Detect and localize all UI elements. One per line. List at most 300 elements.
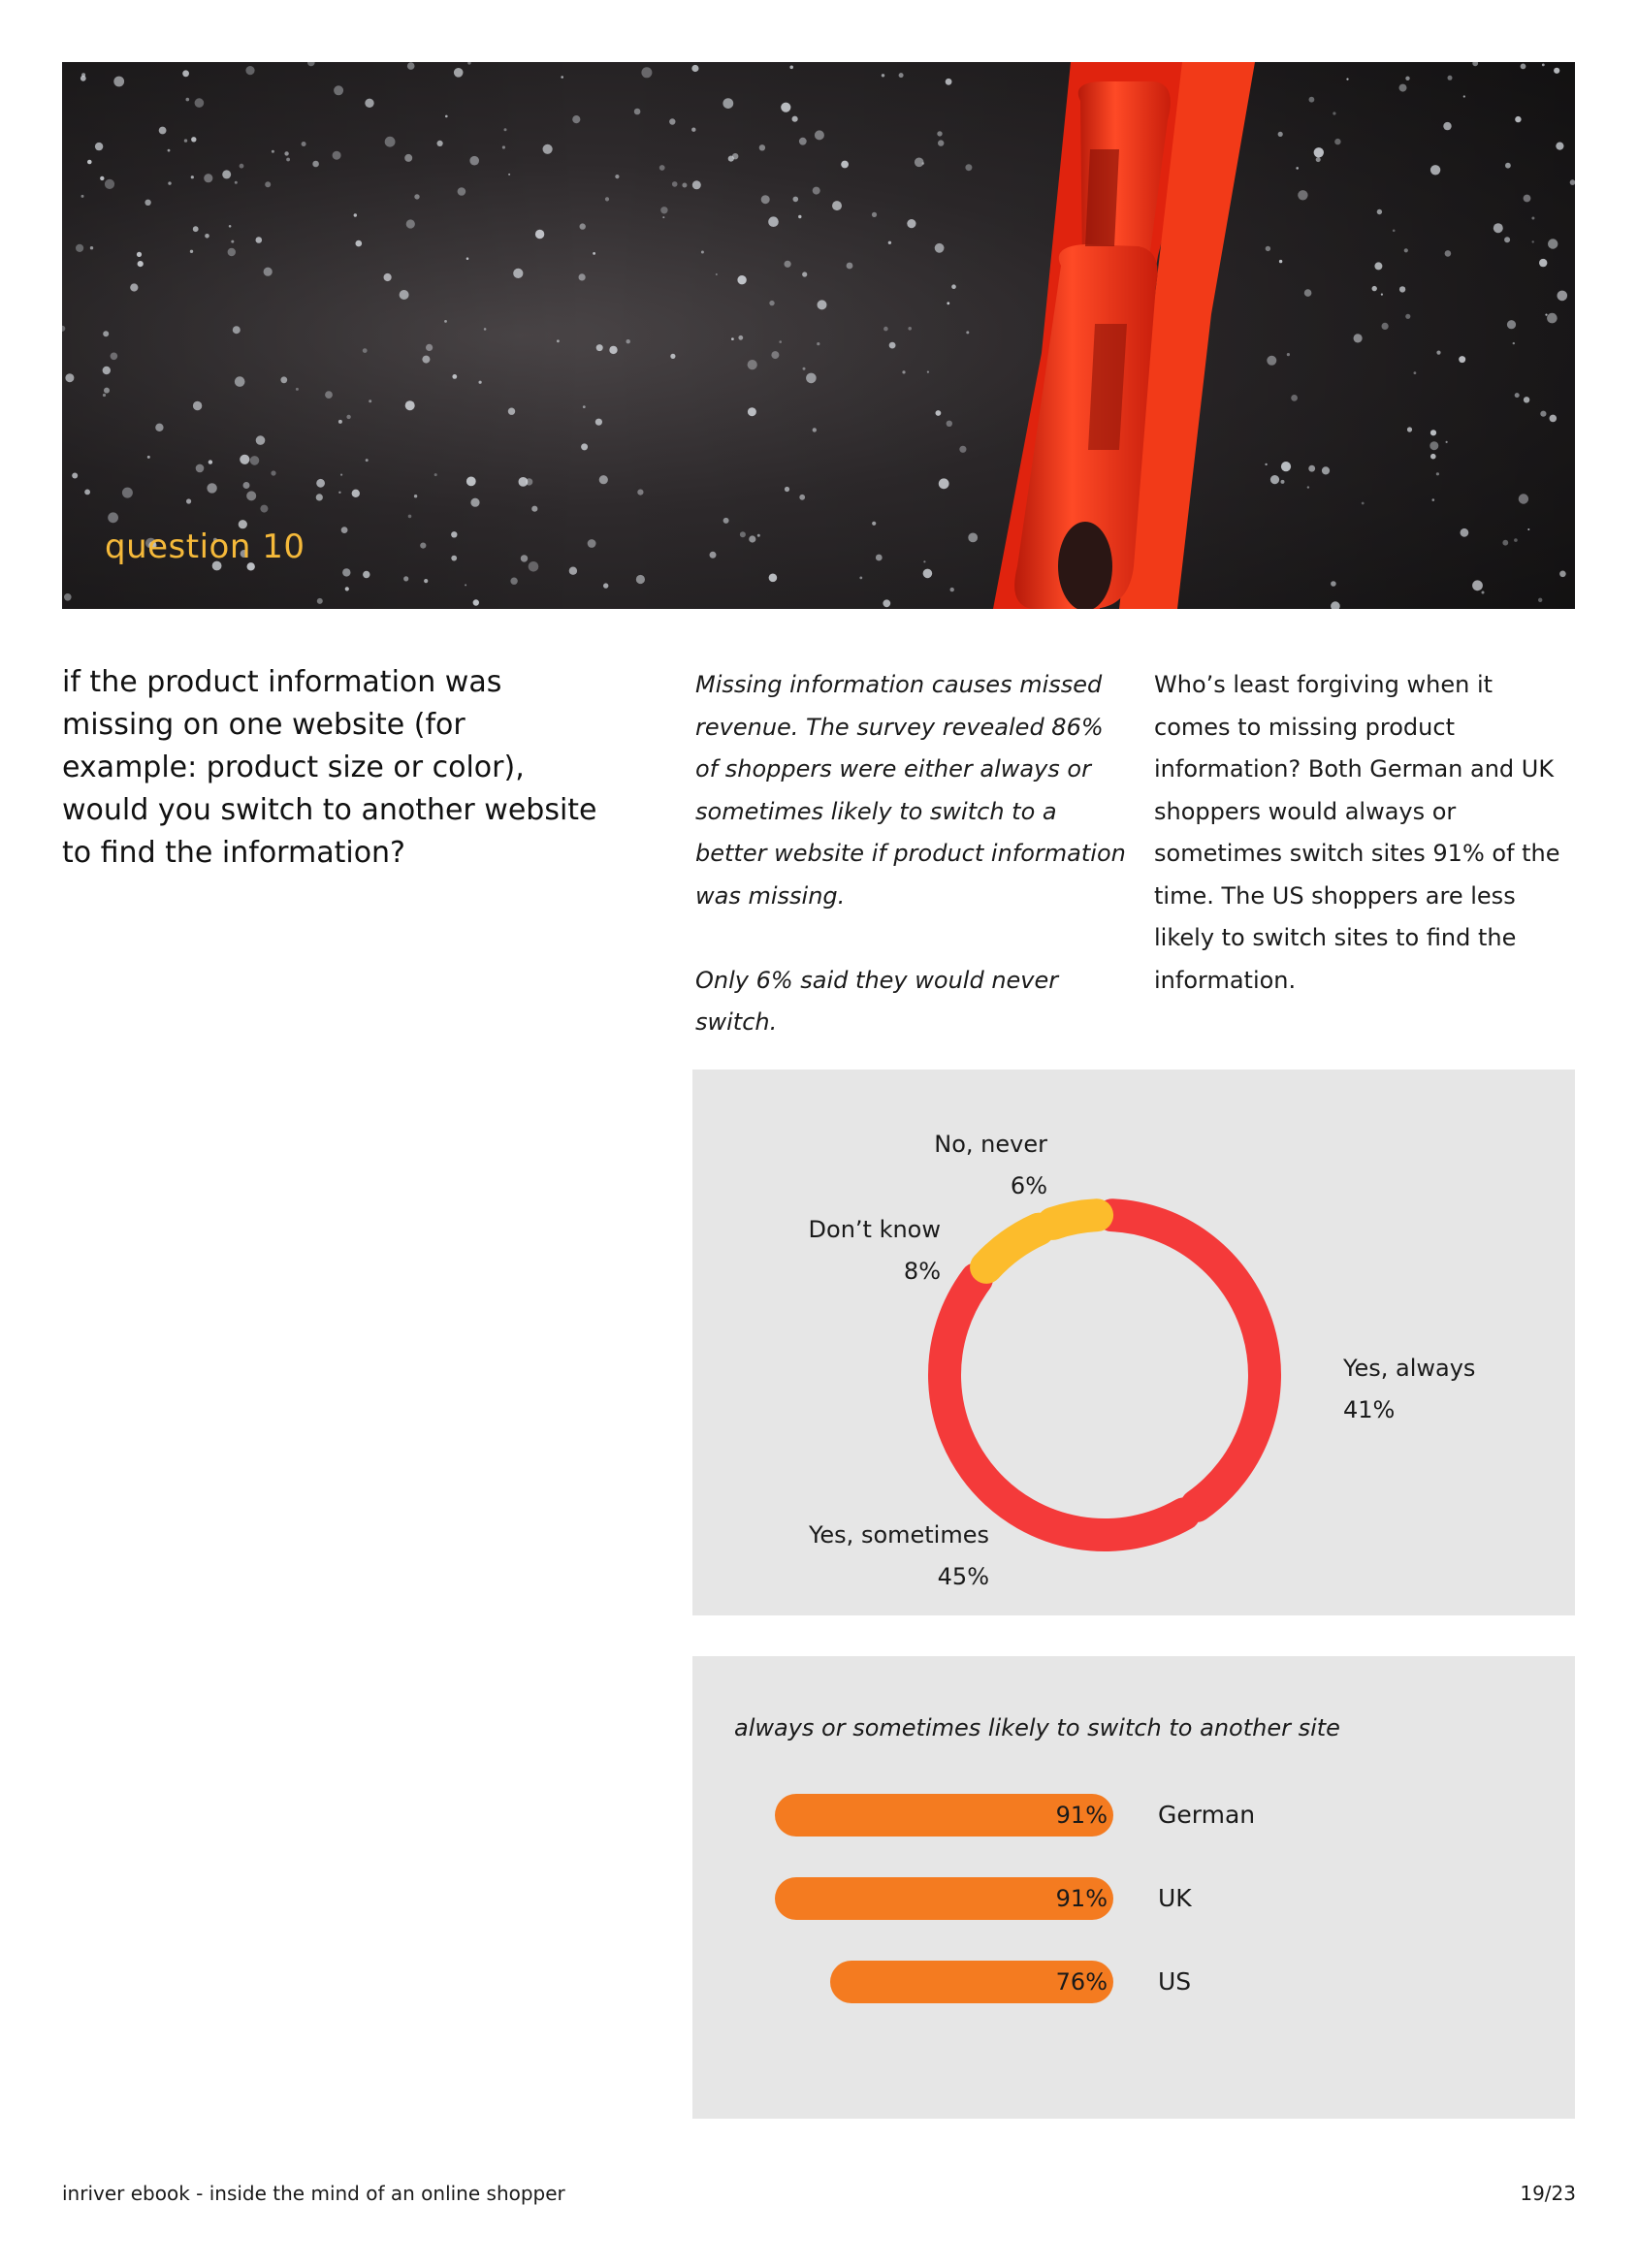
- droplet: [659, 165, 665, 171]
- droplet: [872, 212, 877, 217]
- droplet: [923, 569, 933, 579]
- droplet: [966, 331, 969, 334]
- droplet: [1270, 475, 1279, 484]
- droplet: [1507, 320, 1516, 329]
- droplet: [316, 494, 323, 500]
- droplet: [1333, 112, 1335, 114]
- droplet: [504, 128, 507, 131]
- droplet: [682, 183, 687, 188]
- droplet: [122, 488, 133, 498]
- droplet: [1267, 356, 1276, 366]
- droplet: [1287, 353, 1290, 356]
- droplet: [1538, 598, 1542, 602]
- droplet: [529, 561, 539, 572]
- droplet: [1545, 314, 1547, 316]
- droplet: [923, 560, 925, 562]
- donut-slice-no-never: [1053, 1215, 1097, 1224]
- droplet: [637, 490, 643, 495]
- droplet: [451, 556, 457, 561]
- donut-slice-don-t-know: [986, 1230, 1039, 1267]
- bar-row-german: [741, 1794, 1536, 1837]
- droplet: [87, 160, 92, 165]
- droplet: [888, 241, 891, 244]
- droplet: [64, 593, 72, 601]
- droplet: [1304, 289, 1312, 297]
- droplet: [437, 141, 443, 146]
- droplet: [965, 164, 972, 171]
- droplet: [521, 555, 528, 561]
- slice-value: 8%: [903, 1258, 941, 1285]
- droplet: [260, 505, 268, 513]
- droplet: [246, 491, 256, 500]
- droplet: [1382, 323, 1389, 330]
- droplet: [444, 320, 447, 323]
- question-text: if the product information was missing on one website (for example: product size or color), would you switch to another website to find the information?: [62, 665, 597, 870]
- droplet: [403, 576, 408, 581]
- droplet: [1515, 393, 1520, 398]
- droplet: [103, 394, 106, 397]
- droplet: [340, 474, 342, 476]
- droplet: [191, 137, 196, 142]
- droplet: [454, 68, 464, 78]
- bar-chart-panel: [692, 1656, 1575, 2119]
- droplet: [757, 534, 760, 537]
- bar-category-label: UK: [1158, 1884, 1192, 1912]
- droplet: [1445, 250, 1452, 257]
- droplet: [1550, 415, 1558, 423]
- donut-label-yes-sometimes: [809, 1515, 989, 1598]
- droplet: [748, 407, 756, 416]
- droplet: [691, 65, 698, 72]
- droplet: [1414, 371, 1417, 374]
- droplet: [272, 150, 274, 153]
- droplet: [1281, 480, 1285, 484]
- droplet: [569, 567, 577, 575]
- droplet: [883, 327, 888, 332]
- droplet: [946, 79, 952, 85]
- summary-paragraph: Missing information causes missed revenue. The survey revealed 86% of shoppers were either always or sometimes likely to switch to a better website if product information was missing.: [695, 671, 1126, 910]
- droplet: [1446, 441, 1448, 443]
- droplet: [316, 479, 325, 488]
- droplet: [207, 483, 216, 493]
- droplet: [660, 207, 667, 213]
- droplet: [80, 76, 86, 81]
- droplet: [1539, 259, 1547, 267]
- droplet: [296, 388, 299, 391]
- droplet: [950, 588, 954, 591]
- droplet: [789, 66, 793, 70]
- droplet: [84, 490, 90, 495]
- droplet: [792, 116, 798, 122]
- droplet: [588, 539, 596, 548]
- droplet: [872, 522, 876, 526]
- droplet: [513, 269, 523, 278]
- droplet: [883, 599, 890, 607]
- droplet: [748, 360, 757, 369]
- droplet: [363, 571, 369, 578]
- droplet: [95, 143, 103, 150]
- bar-chart-title: always or sometimes likely to switch to another site: [734, 1714, 1340, 1741]
- droplet: [605, 197, 609, 201]
- droplet: [813, 428, 817, 431]
- droplet: [334, 85, 343, 95]
- droplet: [1281, 462, 1291, 471]
- droplet: [535, 230, 544, 239]
- donut-label-yes-always: [1343, 1348, 1475, 1431]
- droplet: [1436, 351, 1440, 355]
- droplet: [1519, 494, 1528, 503]
- droplet: [806, 373, 817, 384]
- droplet: [90, 246, 93, 249]
- donut-label-no-never: [934, 1124, 1047, 1207]
- droplet: [771, 351, 779, 359]
- droplet: [1399, 84, 1407, 92]
- droplet: [195, 98, 205, 108]
- droplet: [768, 216, 779, 227]
- droplet: [876, 555, 883, 561]
- droplet: [229, 225, 232, 228]
- droplet: [882, 74, 884, 77]
- slice-value: 41%: [1343, 1396, 1396, 1423]
- droplet: [737, 275, 746, 284]
- droplet: [1430, 454, 1436, 460]
- droplet: [466, 477, 476, 487]
- droplet: [561, 76, 563, 79]
- bar-value-label: 91%: [1055, 1802, 1108, 1829]
- droplet: [1309, 97, 1315, 103]
- droplet: [1322, 466, 1330, 474]
- droplet: [484, 328, 487, 331]
- droplet: [1502, 540, 1508, 546]
- droplet: [1430, 165, 1440, 175]
- droplet: [1405, 77, 1409, 80]
- bar-value-label: 91%: [1055, 1885, 1108, 1912]
- droplet: [1298, 190, 1307, 200]
- droplet: [510, 578, 517, 585]
- droplet: [1407, 427, 1412, 431]
- droplet: [579, 273, 586, 280]
- droplet: [186, 498, 191, 503]
- droplet: [1554, 68, 1559, 74]
- droplet: [502, 145, 505, 148]
- droplet: [1556, 143, 1563, 150]
- droplet: [580, 223, 586, 229]
- droplet: [1430, 430, 1436, 435]
- droplet: [352, 490, 360, 497]
- droplet: [781, 103, 790, 112]
- droplet: [710, 552, 717, 559]
- droplet: [813, 187, 820, 195]
- droplet: [1307, 486, 1309, 488]
- droplet: [615, 175, 619, 178]
- droplet: [692, 180, 701, 189]
- droplet: [469, 156, 479, 166]
- hero-image: [62, 62, 1575, 609]
- droplet: [1291, 395, 1298, 401]
- droplet: [147, 456, 150, 459]
- droplet: [404, 154, 412, 162]
- droplet: [250, 456, 260, 465]
- droplet: [1278, 132, 1283, 137]
- droplet: [799, 495, 805, 500]
- droplet: [338, 492, 340, 494]
- droplet: [1531, 217, 1534, 220]
- droplet: [1399, 286, 1405, 292]
- droplet: [1404, 248, 1408, 252]
- droplet: [186, 98, 190, 102]
- droplet: [414, 194, 419, 199]
- slice-value: 6%: [1010, 1172, 1047, 1199]
- droplet: [1266, 246, 1270, 251]
- slice-label: No, never: [934, 1131, 1047, 1158]
- droplet: [908, 327, 912, 331]
- droplet: [847, 263, 853, 270]
- droplet: [740, 531, 746, 537]
- droplet: [209, 460, 212, 463]
- summary-paragraph: Only 6% said they would never switch.: [695, 966, 1059, 1036]
- droplet: [968, 533, 978, 543]
- droplet: [168, 149, 171, 152]
- droplet: [108, 512, 118, 523]
- droplet: [1505, 163, 1511, 169]
- droplet: [325, 391, 333, 399]
- droplet: [256, 435, 266, 445]
- droplet: [803, 367, 806, 370]
- droplet: [889, 342, 896, 349]
- droplet: [104, 388, 110, 394]
- droplet: [228, 248, 236, 256]
- droplet: [233, 326, 241, 334]
- droplet: [65, 373, 74, 382]
- droplet: [1559, 571, 1566, 578]
- droplet: [1448, 76, 1453, 80]
- droplet: [384, 273, 392, 281]
- droplet: [802, 272, 807, 276]
- droplet: [1316, 157, 1321, 162]
- droplet: [204, 174, 212, 182]
- droplet: [193, 401, 202, 410]
- droplet: [235, 181, 238, 184]
- droplet: [927, 371, 929, 373]
- droplet: [155, 424, 163, 431]
- droplet: [1346, 79, 1348, 80]
- droplet: [1265, 463, 1267, 465]
- slice-label: Yes, always: [1343, 1355, 1476, 1382]
- droplet: [728, 156, 734, 162]
- droplet: [103, 331, 109, 336]
- droplet: [1472, 580, 1483, 591]
- droplet: [240, 164, 244, 169]
- droplet: [1331, 581, 1336, 587]
- droplet: [191, 176, 194, 178]
- summary-column: [695, 664, 1127, 1086]
- droplet: [407, 62, 415, 70]
- droplet: [634, 109, 641, 115]
- droplet: [1443, 122, 1451, 130]
- droplet: [434, 473, 437, 476]
- droplet: [286, 158, 290, 162]
- droplet: [1279, 260, 1282, 263]
- droplet: [1381, 294, 1383, 296]
- droplet: [799, 138, 807, 145]
- droplet: [479, 381, 482, 384]
- droplet: [1504, 237, 1510, 242]
- droplet: [1547, 313, 1558, 324]
- droplet: [284, 151, 288, 155]
- droplet: [701, 251, 704, 254]
- droplet: [669, 118, 675, 124]
- bar-category-label: US: [1158, 1967, 1192, 1996]
- droplet: [583, 405, 586, 408]
- droplet: [716, 273, 718, 275]
- page-number: 19/23: [1520, 2182, 1576, 2205]
- droplet: [1514, 538, 1518, 542]
- droplet: [785, 261, 791, 268]
- droplet: [1540, 411, 1546, 417]
- droplet: [1362, 502, 1365, 505]
- droplet: [193, 226, 199, 232]
- droplet: [265, 181, 271, 187]
- droplet: [902, 370, 905, 373]
- droplet: [508, 408, 515, 415]
- droplet: [159, 127, 167, 135]
- droplet: [1436, 472, 1439, 475]
- droplet: [557, 339, 560, 342]
- droplet: [1314, 147, 1324, 157]
- droplet: [445, 115, 448, 118]
- droplet: [426, 344, 433, 351]
- droplet: [841, 161, 849, 169]
- droplet: [581, 443, 588, 450]
- droplet: [408, 515, 412, 519]
- droplet: [1493, 223, 1503, 233]
- droplet: [103, 367, 111, 374]
- droplet: [951, 284, 956, 289]
- droplet: [243, 482, 250, 489]
- droplet: [859, 577, 862, 580]
- droplet: [245, 66, 254, 75]
- droplet: [346, 415, 350, 419]
- droplet: [1377, 209, 1382, 214]
- bar-row-uk: [741, 1877, 1536, 1920]
- droplet: [345, 587, 349, 591]
- droplet: [798, 215, 801, 218]
- droplet: [100, 176, 104, 180]
- droplet: [111, 353, 118, 361]
- droplet: [400, 290, 409, 300]
- slice-label: Don’t know: [808, 1216, 941, 1243]
- droplet: [947, 302, 949, 304]
- droplet: [145, 200, 150, 206]
- droplet: [636, 575, 645, 584]
- donut-label-dont-know: [809, 1209, 941, 1293]
- droplet: [369, 399, 371, 402]
- droplet: [341, 527, 348, 533]
- bar-category-label: German: [1158, 1801, 1256, 1829]
- droplet: [184, 139, 187, 142]
- droplet: [832, 201, 842, 210]
- droplet: [1405, 314, 1410, 319]
- droplet: [342, 568, 350, 576]
- droplet: [1548, 239, 1558, 248]
- droplet: [1308, 465, 1315, 472]
- droplet: [1393, 230, 1396, 233]
- droplet: [938, 140, 944, 145]
- droplet: [1527, 528, 1529, 530]
- droplet: [691, 128, 695, 132]
- droplet: [205, 234, 209, 239]
- droplet: [1372, 286, 1377, 291]
- droplet: [302, 142, 306, 146]
- donut-slice-yes-sometimes: [945, 1279, 1184, 1535]
- droplet: [1482, 591, 1485, 594]
- droplet: [1513, 342, 1515, 344]
- droplet: [593, 252, 595, 255]
- droplet: [406, 219, 415, 228]
- droplet: [1524, 195, 1531, 203]
- droplet: [769, 301, 774, 305]
- droplet: [317, 598, 323, 604]
- droplet: [519, 477, 529, 487]
- droplet: [603, 583, 608, 588]
- droplet: [196, 464, 205, 473]
- footer-title: inriver ebook - inside the mind of an online shopper: [62, 2182, 565, 2205]
- droplet: [939, 478, 949, 489]
- country-column: Who’s least forgiving when it comes to missing product information? Both German and UK shoppers would always or sometimes switch sites 91% of the time. The US shoppers are less likely to switch sites to find the information.: [1154, 671, 1560, 994]
- droplet: [1521, 64, 1526, 70]
- droplet: [470, 498, 479, 507]
- bar-value-label: 76%: [1055, 1968, 1108, 1996]
- droplet: [1459, 356, 1465, 363]
- droplet: [451, 531, 457, 537]
- droplet: [761, 195, 770, 204]
- bar-row-us: [741, 1961, 1536, 2003]
- droplet: [947, 421, 952, 427]
- droplet: [723, 518, 729, 524]
- droplet: [1374, 262, 1382, 270]
- droplet: [458, 187, 466, 196]
- droplet: [271, 470, 275, 475]
- droplet: [935, 243, 945, 253]
- droplet: [1296, 167, 1299, 170]
- droplet: [543, 144, 553, 154]
- droplet: [959, 446, 966, 453]
- droplet: [466, 257, 469, 260]
- droplet: [385, 137, 396, 147]
- droplet: [599, 475, 608, 484]
- droplet: [354, 213, 357, 216]
- droplet: [662, 216, 664, 218]
- droplet: [815, 130, 824, 140]
- droplet: [1463, 95, 1465, 97]
- droplet: [596, 344, 603, 351]
- droplet: [731, 337, 734, 340]
- droplet: [915, 158, 924, 168]
- droplet: [759, 144, 765, 150]
- droplet: [1542, 64, 1545, 67]
- slice-value: 45%: [937, 1563, 989, 1590]
- droplet: [595, 419, 602, 426]
- droplet: [256, 237, 263, 243]
- droplet: [793, 197, 799, 203]
- droplet: [1429, 441, 1438, 450]
- droplet: [137, 252, 142, 257]
- droplet: [113, 77, 124, 87]
- droplet: [1558, 291, 1568, 302]
- droplet: [1334, 139, 1340, 144]
- droplet: [922, 162, 925, 165]
- droplet: [1532, 240, 1534, 242]
